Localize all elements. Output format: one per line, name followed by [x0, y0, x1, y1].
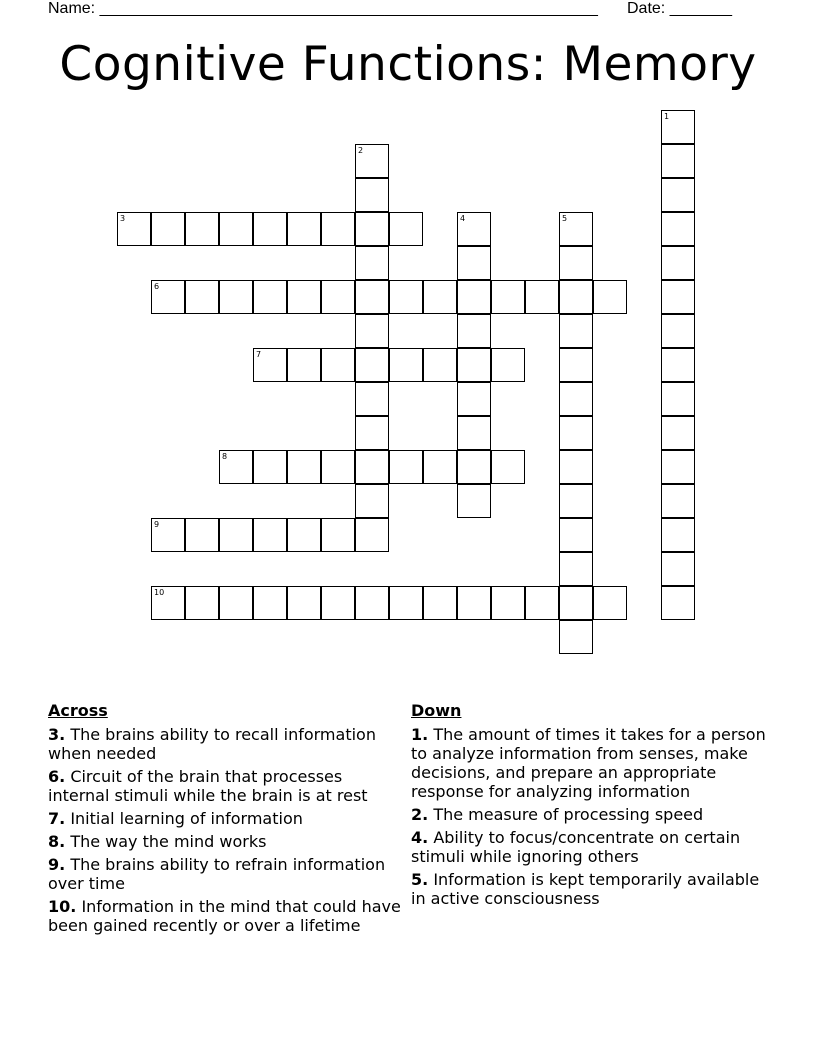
grid-cell[interactable] — [185, 212, 219, 246]
grid-cell[interactable] — [219, 450, 253, 484]
grid-cell[interactable] — [355, 314, 389, 348]
clue-number-label: 6 — [154, 282, 160, 291]
grid-cell[interactable] — [661, 450, 695, 484]
grid-cell[interactable] — [151, 586, 185, 620]
grid-cell[interactable] — [287, 518, 321, 552]
grid-cell[interactable] — [559, 382, 593, 416]
grid-cell[interactable] — [355, 484, 389, 518]
grid-cell[interactable] — [457, 246, 491, 280]
grid-cell[interactable] — [253, 586, 287, 620]
grid-cell[interactable] — [355, 246, 389, 280]
grid-cell[interactable] — [661, 212, 695, 246]
clue-number: 10. — [48, 897, 77, 916]
grid-cell[interactable] — [525, 586, 559, 620]
clue-across-9 — [48, 855, 408, 893]
grid-cell[interactable] — [355, 416, 389, 450]
grid-cell[interactable] — [321, 280, 355, 314]
grid-cell[interactable] — [389, 586, 423, 620]
grid-cell[interactable] — [253, 280, 287, 314]
grid-cell[interactable] — [661, 280, 695, 314]
grid-cell[interactable] — [185, 586, 219, 620]
grid-cell[interactable] — [287, 450, 321, 484]
clue-number-label: 3 — [120, 214, 126, 223]
grid-cell[interactable] — [355, 212, 389, 246]
grid-cell[interactable] — [559, 314, 593, 348]
grid-cell[interactable] — [559, 450, 593, 484]
grid-cell[interactable] — [661, 110, 695, 144]
grid-cell[interactable] — [559, 484, 593, 518]
clue-number: 4. — [411, 828, 429, 847]
clue-number: 3. — [48, 725, 66, 744]
grid-cell[interactable] — [287, 212, 321, 246]
grid-cell[interactable] — [525, 280, 559, 314]
clue-across-10 — [48, 897, 408, 935]
grid-cell[interactable] — [593, 280, 627, 314]
clue-number-label: 7 — [256, 350, 262, 359]
clue-across-8 — [48, 832, 408, 851]
clue-across-7 — [48, 809, 408, 828]
clue-text: The way the mind works — [70, 832, 267, 851]
clue-text: Information is kept temporarily available in active consciousness — [411, 870, 760, 908]
grid-cell[interactable] — [491, 586, 525, 620]
grid-cell[interactable] — [661, 416, 695, 450]
clue-down-4 — [411, 828, 771, 866]
grid-cell[interactable] — [457, 382, 491, 416]
grid-cell[interactable] — [457, 314, 491, 348]
grid-cell[interactable] — [321, 586, 355, 620]
grid-cell[interactable] — [457, 348, 491, 382]
grid-cell[interactable] — [457, 416, 491, 450]
grid-cell[interactable] — [253, 518, 287, 552]
grid-cell[interactable] — [321, 450, 355, 484]
grid-cell[interactable] — [355, 178, 389, 212]
grid-cell[interactable] — [491, 280, 525, 314]
clue-number: 6. — [48, 767, 66, 786]
grid-cell[interactable] — [661, 484, 695, 518]
grid-cell[interactable] — [355, 382, 389, 416]
date-field-label: Date: _______ — [627, 0, 732, 17]
grid-cell[interactable] — [559, 212, 593, 246]
across-clues — [48, 701, 408, 939]
grid-cell[interactable] — [117, 212, 151, 246]
clue-across-3 — [48, 725, 408, 763]
clue-number-label: 1 — [664, 112, 670, 121]
grid-cell[interactable] — [321, 348, 355, 382]
grid-cell[interactable] — [423, 450, 457, 484]
grid-cell[interactable] — [559, 552, 593, 586]
clue-number: 1. — [411, 725, 429, 744]
clue-down-1 — [411, 725, 771, 801]
grid-cell[interactable] — [661, 314, 695, 348]
grid-cell[interactable] — [661, 348, 695, 382]
grid-cell[interactable] — [661, 552, 695, 586]
grid-cell[interactable] — [287, 348, 321, 382]
name-field-label: Name: ________________________________________________________ — [48, 0, 598, 17]
grid-cell[interactable] — [661, 178, 695, 212]
clue-text: The brains ability to recall information when needed — [48, 725, 376, 763]
grid-cell[interactable] — [355, 348, 389, 382]
clue-number: 5. — [411, 870, 429, 889]
grid-cell[interactable] — [355, 144, 389, 178]
grid-cell[interactable] — [457, 450, 491, 484]
grid-cell[interactable] — [151, 280, 185, 314]
grid-cell[interactable] — [559, 620, 593, 654]
clue-text: The measure of processing speed — [433, 805, 704, 824]
clue-number-label: 9 — [154, 520, 160, 529]
clue-text: The brains ability to refrain information over time — [48, 855, 386, 893]
grid-cell[interactable] — [389, 280, 423, 314]
grid-cell[interactable] — [559, 518, 593, 552]
grid-cell[interactable] — [287, 280, 321, 314]
grid-cell[interactable] — [457, 586, 491, 620]
grid-cell[interactable] — [389, 212, 423, 246]
grid-cell[interactable] — [219, 586, 253, 620]
grid-cell[interactable] — [151, 212, 185, 246]
grid-cell[interactable] — [321, 212, 355, 246]
grid-cell[interactable] — [559, 246, 593, 280]
grid-cell[interactable] — [219, 280, 253, 314]
grid-cell[interactable] — [457, 484, 491, 518]
across-heading: Across — [48, 701, 108, 720]
clue-text: Ability to focus/concentrate on certain stimuli while ignoring others — [411, 828, 741, 866]
grid-cell[interactable] — [321, 518, 355, 552]
grid-cell[interactable] — [559, 586, 593, 620]
down-heading: Down — [411, 701, 462, 720]
clue-number-label: 4 — [460, 214, 466, 223]
clue-down-5 — [411, 870, 771, 908]
grid-cell[interactable] — [423, 586, 457, 620]
clue-down-2 — [411, 805, 771, 824]
clue-text: Initial learning of information — [70, 809, 303, 828]
grid-cell[interactable] — [287, 586, 321, 620]
clue-number-label: 10 — [154, 588, 165, 597]
clue-number: 2. — [411, 805, 429, 824]
clue-number-label: 8 — [222, 452, 228, 461]
grid-cell[interactable] — [661, 144, 695, 178]
grid-cell[interactable] — [253, 212, 287, 246]
grid-cell[interactable] — [661, 382, 695, 416]
clue-text: Circuit of the brain that processes internal stimuli while the brain is at rest — [48, 767, 368, 805]
clue-across-6 — [48, 767, 408, 805]
clue-number: 9. — [48, 855, 66, 874]
clue-text: The amount of times it takes for a person to analyze information from senses, make decisions, and prepare an appropriate response for analyzing information — [411, 725, 766, 801]
grid-cell[interactable] — [185, 280, 219, 314]
grid-cell[interactable] — [661, 246, 695, 280]
grid-cell[interactable] — [423, 348, 457, 382]
grid-cell[interactable] — [559, 280, 593, 314]
grid-cell[interactable] — [355, 586, 389, 620]
down-clues — [411, 701, 771, 912]
clue-number: 8. — [48, 832, 66, 851]
grid-cell[interactable] — [491, 450, 525, 484]
grid-cell[interactable] — [355, 518, 389, 552]
grid-cell[interactable] — [559, 416, 593, 450]
grid-cell[interactable] — [457, 212, 491, 246]
grid-cell[interactable] — [559, 348, 593, 382]
clue-number-label: 5 — [562, 214, 568, 223]
grid-cell[interactable] — [593, 586, 627, 620]
grid-cell[interactable] — [219, 518, 253, 552]
page-title: Cognitive Functions: Memory — [59, 37, 757, 92]
grid-cell[interactable] — [389, 450, 423, 484]
grid-cell[interactable] — [661, 586, 695, 620]
grid-cell[interactable] — [355, 450, 389, 484]
clue-text: Information in the mind that could have been gained recently or over a lifetime — [48, 897, 401, 935]
grid-cell[interactable] — [355, 280, 389, 314]
grid-cell[interactable] — [423, 280, 457, 314]
grid-cell[interactable] — [253, 450, 287, 484]
grid-cell[interactable] — [151, 518, 185, 552]
clue-number-label: 2 — [358, 146, 364, 155]
clue-number: 7. — [48, 809, 66, 828]
grid-cell[interactable] — [253, 348, 287, 382]
grid-cell[interactable] — [661, 518, 695, 552]
grid-cell[interactable] — [185, 518, 219, 552]
grid-cell[interactable] — [491, 348, 525, 382]
grid-cell[interactable] — [219, 212, 253, 246]
grid-cell[interactable] — [389, 348, 423, 382]
grid-cell[interactable] — [457, 280, 491, 314]
